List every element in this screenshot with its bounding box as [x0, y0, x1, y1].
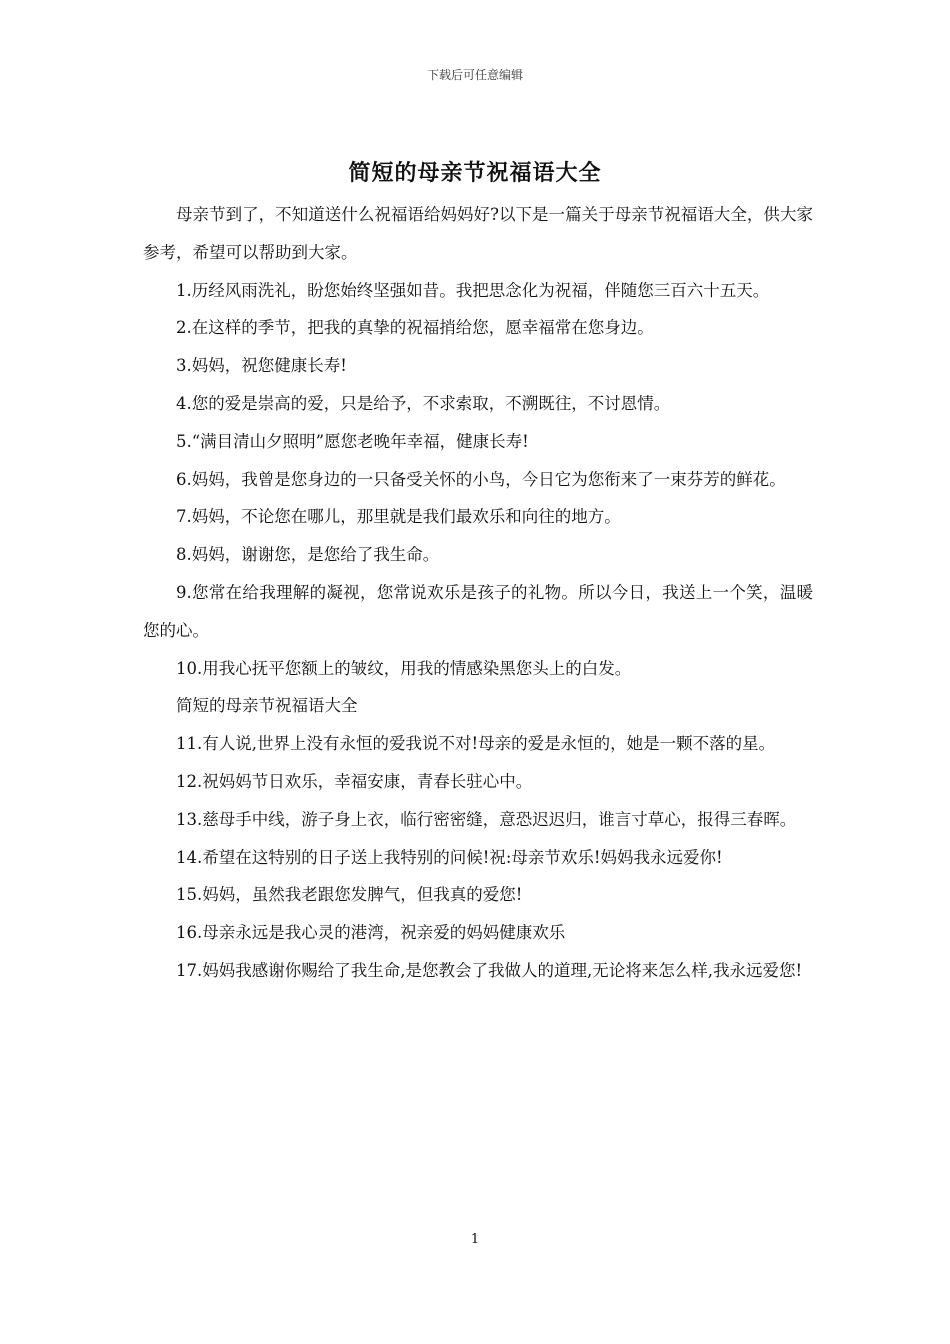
wish-item-13: 13.慈母手中线，游子身上衣，临行密密缝，意恐迟迟归，谁言寸草心，报得三春晖。 [176, 809, 797, 829]
wish-item-16: 16.母亲永远是我心灵的港湾，祝亲爱的妈妈健康欢乐 [176, 923, 566, 943]
wish-item-9: 9.您常在给我理解的凝视，您常说欢乐是孩子的礼物。所以今日，我送上一个笑，温暖您的心。 [143, 582, 813, 640]
wish-item-1: 1.历经风雨洗礼，盼您始终坚强如昔。我把思念化为祝福，伴随您三百六十五天。 [176, 280, 770, 300]
intro-paragraph: 母亲节到了，不知道送什么祝福语给妈妈好?以下是一篇关于母亲节祝福语大全，供大家参考，希望可以帮助到大家。 [143, 205, 813, 262]
document-title: 简短的母亲节祝福语大全 [348, 160, 602, 186]
wish-item-2: 2.在这样的季节，把我的真挚的祝福捎给您，愿幸福常在您身边。 [176, 318, 654, 338]
wish-item-14: 14.希望在这特别的日子送上我特别的问候!祝:母亲节欢乐!妈妈我永远爱你! [176, 847, 723, 867]
wish-item-7: 7.妈妈，不论您在哪儿，那里就是我们最欢乐和向往的地方。 [176, 507, 621, 527]
wish-item-6: 6.妈妈，我曾是您身边的一只备受关怀的小鸟，今日它为您衔来了一束芬芳的鲜花。 [176, 469, 786, 489]
document-body [143, 196, 813, 990]
wish-item-3: 3.妈妈，祝您健康长寿! [176, 356, 347, 376]
page-header-note: 下载后可任意编辑 [426, 68, 523, 82]
wish-item-4: 4.您的爱是崇高的爱，只是给予，不求索取，不溯既往，不讨恩情。 [176, 393, 671, 413]
section-subheading: 简短的母亲节祝福语大全 [176, 696, 358, 716]
wish-item-11: 11.有人说,世界上没有永恒的爱我说不对!母亲的爱是永恒的，她是一颗不落的星。 [176, 734, 776, 754]
wish-item-15: 15.妈妈，虽然我老跟您发脾气，但我真的爱您! [176, 885, 523, 905]
wish-item-10: 10.用我心抚平您额上的皱纹，用我的情感染黑您头上的白发。 [176, 658, 632, 678]
wish-item-17: 17.妈妈我感谢你赐给了我生命,是您教会了我做人的道理,无论将来怎么样,我永远爱您! [176, 960, 803, 980]
wish-item-5: 5.“满目清山夕照明”愿您老晚年幸福，健康长寿! [176, 431, 529, 451]
wish-item-12: 12.祝妈妈节日欢乐，幸福安康，青春长驻心中。 [176, 771, 533, 791]
page-number: 1 [470, 1232, 480, 1247]
wish-item-8: 8.妈妈，谢谢您，是您给了我生命。 [176, 545, 440, 565]
